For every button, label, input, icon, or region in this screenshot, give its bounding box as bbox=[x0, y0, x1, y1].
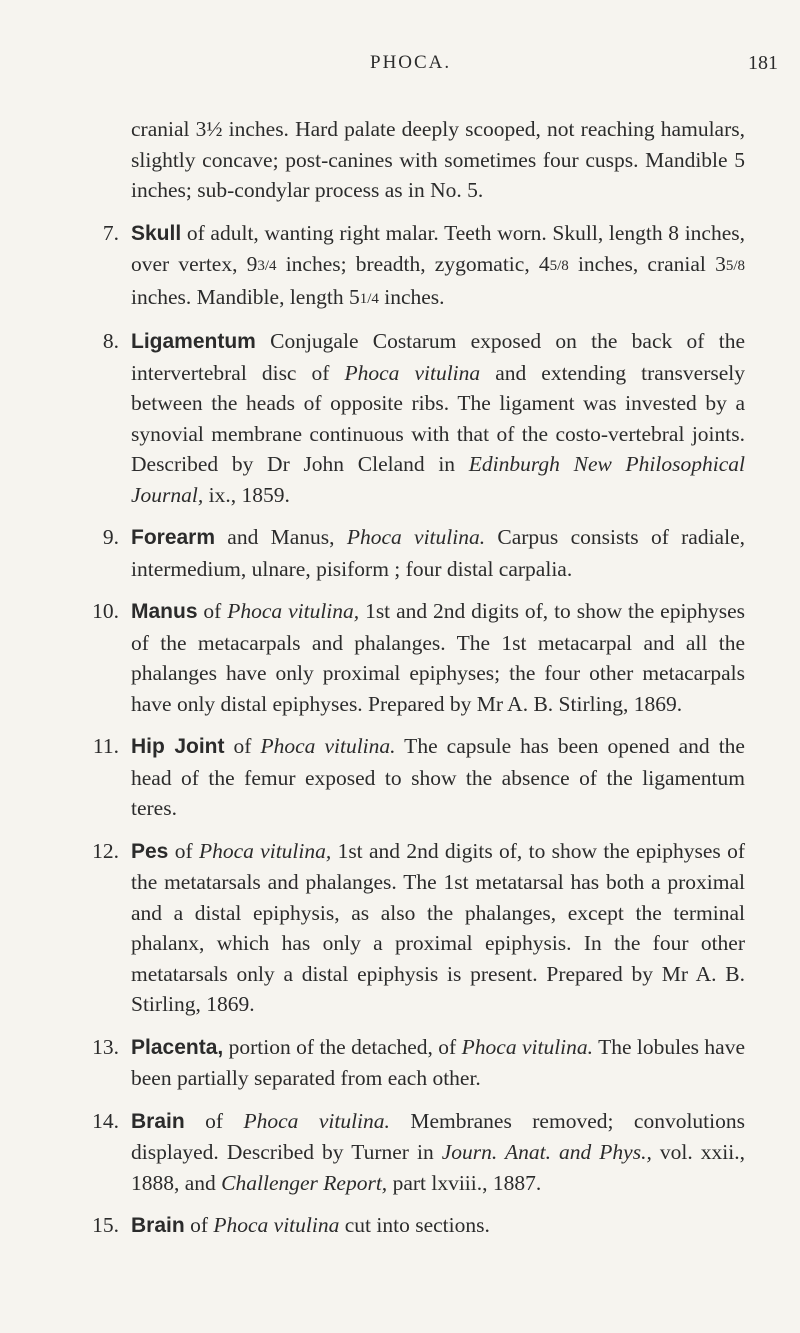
entry-text: 1st and 2nd digits of, to show the epiphyses of the metatarsals and phalanges. The 1st metatarsal has both a proximal and a distal epiphysis, as also the phalanges, except the terminal phalanx, which has only a proximal epiphysis. In the four other metatarsals only a distal epiphysis is present. Prepared by Mr A. B. Stirling, 1869. bbox=[131, 838, 745, 1016]
entry-text: The capsule has been opened and the head of the femur exposed to show the absence of the ligamentum teres. bbox=[131, 734, 745, 820]
entry-text: ix., 1859. bbox=[203, 482, 290, 507]
fraction: 3/4 bbox=[257, 258, 277, 274]
entry-heading: Placenta, bbox=[131, 1035, 224, 1059]
entry-number: 13. bbox=[92, 1034, 119, 1059]
fraction: 5/8 bbox=[725, 258, 745, 274]
entry-text: Conjugale Costarum exposed on the back of the intervertebral disc of bbox=[131, 329, 745, 385]
running-title: PHOCA. bbox=[370, 52, 452, 73]
entry-heading: Pes bbox=[131, 839, 169, 863]
entry-text: of bbox=[184, 1108, 244, 1133]
entry-text: of bbox=[168, 838, 199, 863]
journal-title: Journ. Anat. and Phys., bbox=[441, 1140, 652, 1164]
species-name: Phoca vitulina. bbox=[461, 1034, 594, 1059]
page-number: 181 bbox=[748, 52, 778, 74]
continued-paragraph: cranial 3½ inches. Hard palate deeply scooped, not reaching hamulars, slightly concave; post-canines with sometimes four cusps. Mandible 5 inches; sub-condylar process as in No. 5. bbox=[131, 117, 745, 202]
species-name: Phoca vitulina. bbox=[346, 525, 486, 549]
journal-title: Edinburgh New Philosophical Journal, bbox=[131, 452, 745, 507]
entry-number: 9. bbox=[102, 525, 119, 549]
entry-text: inches. Mandible, length 5 bbox=[131, 284, 360, 309]
catalogue-entry-7 bbox=[75, 218, 745, 315]
species-name: Phoca vitulina, bbox=[198, 838, 332, 863]
catalogue-entry-12 bbox=[75, 836, 745, 1020]
entry-heading: Hip Joint bbox=[131, 735, 225, 758]
entry-number: 15. bbox=[92, 1213, 119, 1237]
entry-heading: Brain bbox=[131, 1214, 185, 1237]
catalogue-text bbox=[75, 114, 745, 1254]
entry-text: The lobules have been partially separated from each other. bbox=[131, 1034, 745, 1090]
entry-heading: Brain bbox=[131, 1109, 185, 1133]
entry-number: 11. bbox=[92, 734, 119, 758]
catalogue-entry-8 bbox=[75, 326, 745, 510]
entry-number: 10. bbox=[92, 599, 119, 623]
entry-text: part lxviii., 1887. bbox=[387, 1170, 542, 1195]
catalogue-entry-10 bbox=[75, 596, 745, 719]
catalogue-entry-14 bbox=[75, 1106, 745, 1199]
entry-text: of bbox=[197, 599, 228, 623]
species-name: Phoca vitulina. bbox=[243, 1108, 390, 1133]
fraction: 1/4 bbox=[359, 290, 379, 307]
catalogue-entry-15 bbox=[75, 1210, 745, 1242]
entry-text: of bbox=[224, 734, 261, 758]
fraction: 5/8 bbox=[549, 258, 569, 274]
entry-text: inches. bbox=[378, 284, 445, 309]
entry-text: inches; breadth, zygomatic, 4 bbox=[276, 252, 550, 276]
entry-text: Membranes removed; convolutions displayed. Described by Turner in bbox=[131, 1108, 745, 1164]
entry-heading: Forearm bbox=[131, 526, 216, 549]
entry-number: 14. bbox=[92, 1108, 119, 1133]
catalogue-entry-9 bbox=[75, 522, 745, 584]
catalogue-entry-13 bbox=[75, 1032, 745, 1094]
entry-text: vol. xxii., 1888, and bbox=[131, 1140, 745, 1195]
entry-text: inches, cranial 3 bbox=[568, 252, 726, 276]
entry-number: 12. bbox=[92, 838, 119, 863]
running-header bbox=[0, 52, 800, 92]
entry-text: of adult, wanting right malar. Teeth worn. Skull, length 8 inches, over vertex, 9 bbox=[131, 220, 745, 276]
entry-text: Carpus consists of radiale, intermedium, ulnare, pisiform ; four distal carpalia. bbox=[131, 525, 745, 581]
species-name: Phoca vitulina bbox=[344, 360, 481, 385]
species-name: Phoca vitulina. bbox=[260, 734, 396, 758]
entry-text: and Manus, bbox=[215, 525, 347, 549]
entry-text: 1st and 2nd digits of, to show the epiphyses of the metacarpals and phalanges. The 1st metacarpal and all the phalanges have only proximal epiphyses; the four other metacarpals have only distal epiphyses. Prepared by Mr A. B. Stirling, 1869. bbox=[131, 599, 745, 716]
catalogue-entry-11 bbox=[75, 731, 745, 824]
entry-heading: Manus bbox=[131, 600, 198, 623]
entry-number: 8. bbox=[102, 329, 119, 353]
entry-heading: Skull bbox=[131, 221, 182, 245]
entry-text: and extending transversely between the heads of opposite ribs. The ligament was invested by a synovial membrane continuous with that of the costo-vertebral joints. Described by Dr John Cleland in bbox=[131, 360, 745, 476]
report-title: Challenger Report, bbox=[221, 1170, 388, 1195]
entry-text: cut into sections. bbox=[339, 1213, 490, 1237]
entry-number: 7. bbox=[102, 220, 119, 245]
entry-text: of bbox=[184, 1213, 214, 1237]
entry-heading: Ligamentum bbox=[131, 330, 256, 353]
species-name: Phoca vitulina, bbox=[227, 599, 360, 623]
species-name: Phoca vitulina bbox=[213, 1213, 340, 1237]
entry-text: portion of the detached, of bbox=[223, 1034, 462, 1059]
